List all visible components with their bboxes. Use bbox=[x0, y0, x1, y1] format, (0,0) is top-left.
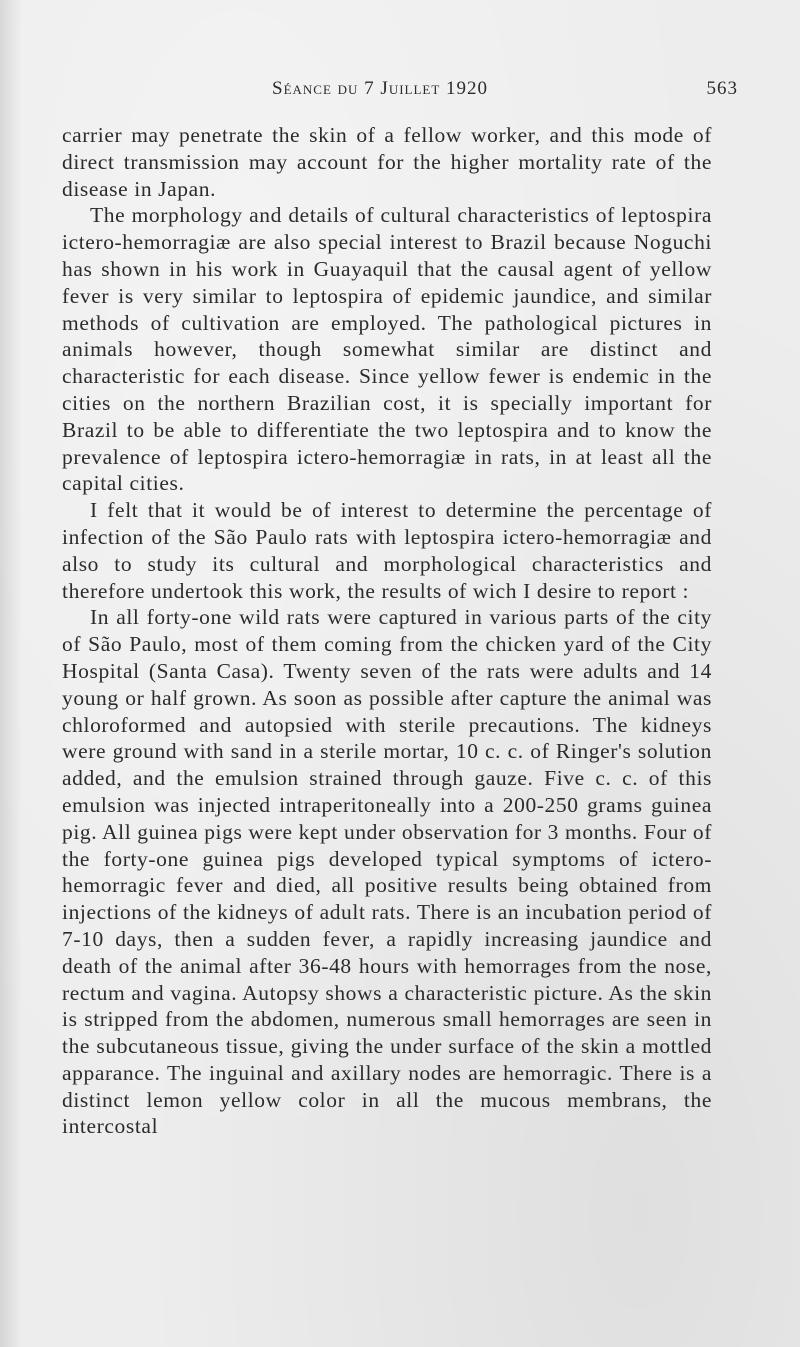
page-number: 563 bbox=[706, 78, 738, 99]
paragraph-purpose: I felt that it would be of interest to determine the percentage of infection of the São Paulo rats with leptospira ictero-hemorragiæ and also to study its cultural and morphological characteristics and therefore undertook this work, the results of wich I desire to report : bbox=[62, 498, 712, 603]
running-head-title: Séance du 7 Juillet 1920 bbox=[272, 78, 489, 99]
paragraph-morphology: The morphology and details of cultural characteristics of leptospira ictero-hemorragiæ are also special interest to Brazil because Noguchi has shown in his work in Guayaquil that the causal agent of yellow fever is very similar to leptospira of epidemic jaundice, and similar methods of cultivation are employed. The pathological pictures in animals however, though somewhat similar are distinct and characteristic for each disease. Since yellow fewer is endemic in the cities on the northern Brazilian cost, it is specially important for Brazil to be able to differentiate the two leptospira and to know the prevalence of leptospira ictero-hemorragiæ in rats, in at least all the capital cities. bbox=[62, 203, 712, 496]
running-head bbox=[60, 78, 740, 108]
paragraph-methods: In all forty-one wild rats were captured in various parts of the city of São Paulo, most of them coming from the chicken yard of the City Hospital (Santa Casa). Twenty seven of the rats were adults and 14 young or half grown. As soon as possible after capture the animal was chloroformed and autopsied with sterile precautions. The kidneys were ground with sand in a sterile mortar, 10 c. c. of Ringer's solution added, and the emulsion strained through gauze. Five c. c. of this emulsion was injected intraperitoneally into a 200-250 grams guinea pig. All guinea pigs were kept under observation for 3 months. Four of the forty-one guinea pigs developed typical symptoms of ictero-hemorragic fever and died, all positive results being obtained from injections of the kidneys of adult rats. There is an incubation period of 7-10 days, then a sudden fever, a rapidly increasing jaundice and death of the animal after 36-48 hours with hemorrages from the nose, rectum and vagina. Autopsy shows a characteristic picture. As the skin is stripped from the abdomen, numerous small hemorrages are seen in the subcutaneous tissue, giving the under surface of the skin a mottled apparance. The inguinal and axillary nodes are hemorragic. There is a distinct lemon yellow color in all the mucous membrans, the intercostal bbox=[62, 605, 712, 1139]
paragraph-continued: carrier may penetrate the skin of a fellow worker, and this mode of direct transmission may account for the higher mortality rate of the disease in Japan. bbox=[62, 123, 712, 201]
binding-edge-shadow bbox=[0, 0, 22, 1347]
body-text bbox=[62, 122, 712, 1140]
